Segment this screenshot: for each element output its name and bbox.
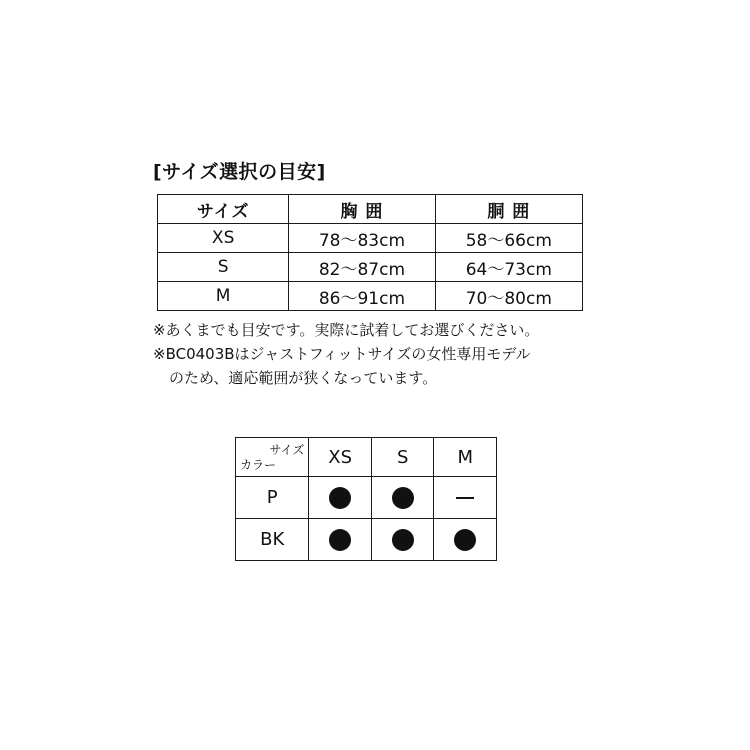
available-dot-icon (392, 487, 414, 509)
size-cell: S (158, 253, 289, 282)
size-cell: M (158, 282, 289, 311)
page-title: [サイズ選択の目安] (153, 161, 326, 183)
available-dot-icon (329, 529, 351, 551)
table-header-row (158, 195, 583, 224)
color-label: P (236, 477, 309, 519)
corner-label-color: カラー (240, 458, 277, 472)
note-line: のため、適応範囲が狭くなっています。 (169, 369, 438, 387)
chest-cell: 86～91cm (289, 282, 435, 311)
notes (153, 318, 539, 390)
availability-cell (371, 477, 434, 519)
available-dot-icon (392, 529, 414, 551)
column-header-s: S (371, 438, 434, 477)
table-row (236, 519, 497, 561)
availability-cell (309, 477, 372, 519)
availability-cell (434, 477, 497, 519)
available-dot-icon (454, 529, 476, 551)
size-guide-table (157, 194, 583, 311)
table-row (236, 477, 497, 519)
availability-cell (434, 519, 497, 561)
size-cell: XS (158, 224, 289, 253)
note-line: ※あくまでも目安です。実際に試着してお選びください。 (153, 321, 540, 339)
column-header-xs: XS (309, 438, 372, 477)
table-header-row (236, 438, 497, 477)
column-header-waist: 胴 囲 (435, 195, 582, 224)
corner-cell (236, 438, 309, 477)
chest-cell: 82～87cm (289, 253, 435, 282)
chest-cell: 78～83cm (289, 224, 435, 253)
waist-cell: 64～73cm (435, 253, 582, 282)
table-row (158, 282, 583, 311)
availability-cell (309, 519, 372, 561)
availability-cell (371, 519, 434, 561)
color-availability-table (235, 437, 497, 561)
corner-label-size: サイズ (269, 443, 305, 457)
table-row (158, 224, 583, 253)
column-header-m: M (434, 438, 497, 477)
waist-cell: 58～66cm (435, 224, 582, 253)
waist-cell: 70～80cm (435, 282, 582, 311)
column-header-size: サイズ (158, 195, 289, 224)
table-row (158, 253, 583, 282)
note-line: ※BC0403Bはジャストフィットサイズの女性専用モデル (153, 345, 531, 363)
color-label: BK (236, 519, 309, 561)
available-dot-icon (329, 487, 351, 509)
unavailable-dash-icon (456, 497, 474, 499)
column-header-chest: 胸 囲 (289, 195, 435, 224)
